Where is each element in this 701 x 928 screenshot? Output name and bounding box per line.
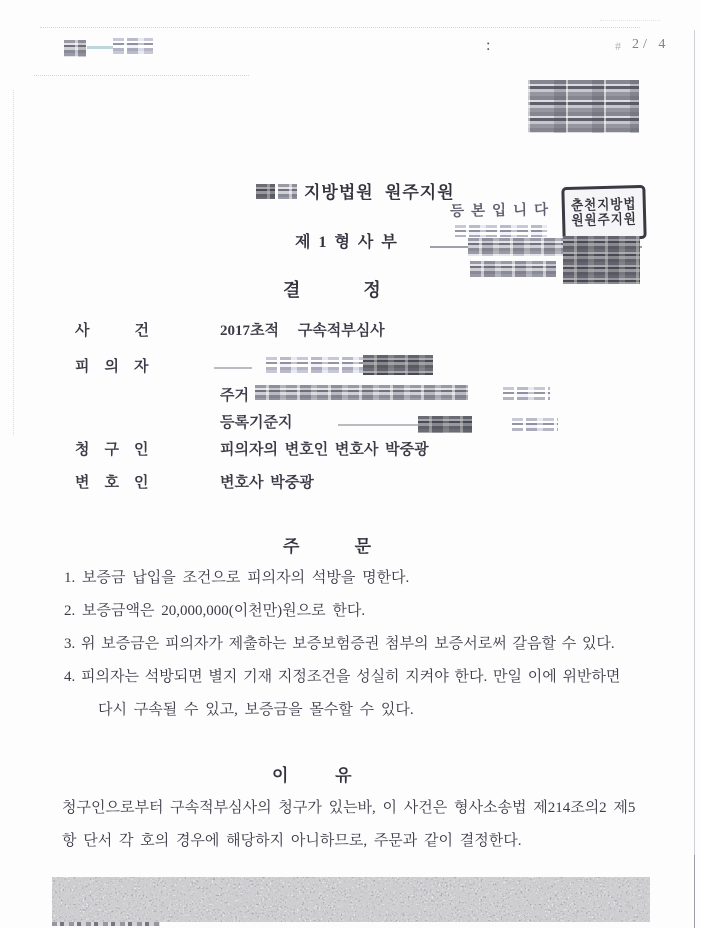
counsel-value: 변호사 박중광 — [220, 475, 314, 491]
redaction-mosaic-fax-1 — [64, 40, 86, 57]
redaction-mosaic-court-prefix-1 — [256, 184, 275, 199]
bottom-redaction-noise — [52, 877, 650, 922]
redaction-mosaic-recipient — [528, 80, 639, 133]
redaction-mosaic-suspect-1 — [266, 357, 366, 374]
certified-copy-stamp-text: 등본입니다 — [449, 202, 556, 220]
order-item-2: 2. 보증금액은 20,000,000(이천만)원으로 한다. — [64, 603, 366, 619]
scan-left-artifact — [13, 90, 14, 435]
claimant-value: 피의자의 변호인 변호사 박중광 — [220, 442, 429, 458]
order-item-4-continuation: 다시 구속될 수 있고, 보증금을 몰수할 수 있다. — [98, 702, 414, 718]
order-heading: 주 문 — [283, 537, 372, 556]
fax-subheader-line — [34, 75, 249, 76]
redaction-mosaic-suspect-2 — [363, 355, 433, 375]
redaction-mosaic-fax-2 — [113, 38, 153, 56]
redaction-mosaic-court-prefix-2 — [278, 184, 297, 199]
redaction-mosaic-registry-2 — [512, 418, 558, 431]
suspect-label: 피 의 자 — [75, 359, 149, 375]
suspect-redaction-line — [214, 367, 252, 369]
redaction-mosaic-address — [255, 385, 468, 400]
bottom-noise-tail — [52, 922, 160, 926]
fax-teal-artifact — [87, 46, 114, 49]
court-seal-line2: 원원주지원 — [571, 211, 638, 229]
order-item-3: 3. 위 보증금은 피의자가 제출하는 보증보험증권 첨부의 보증서로써 갈음할 수 있다. — [64, 636, 615, 652]
redaction-mosaic-under-seal — [563, 236, 640, 284]
page-indicator: 2/ 4 — [632, 37, 670, 52]
reason-line-1: 청구인으로부터 구속적부심사의 청구가 있는바, 이 사건은 형사소송법 제214조의2 제5 — [62, 800, 636, 816]
court-seal — [561, 185, 646, 241]
decision-title: 결 정 — [283, 280, 381, 300]
redaction-mosaic-stamp-1 — [455, 225, 547, 237]
case-value: 2017초적 구속적부심사 — [220, 323, 385, 339]
registry-label: 등록기준지 — [220, 415, 293, 431]
address-label: 주거 — [220, 388, 249, 404]
fax-header-line-fragment — [600, 20, 660, 21]
reason-heading: 이 유 — [272, 766, 352, 785]
case-label: 사 건 — [75, 323, 149, 339]
registry-redaction-line — [338, 424, 420, 426]
division-title: 제1형사부 — [295, 234, 405, 251]
counsel-label: 변 호 인 — [75, 475, 149, 491]
redaction-mosaic-registry-1 — [418, 416, 472, 433]
court-seal-line1: 춘천지방법 — [570, 196, 637, 214]
order-item-1: 1. 보증금 납입을 조건으로 피의자의 석방을 명한다. — [64, 570, 410, 586]
fax-header-line — [40, 27, 640, 28]
court-title: 지방법원 원주지원 — [304, 183, 455, 202]
reason-line-2: 항 단서 각 호의 경우에 해당하지 아니하므로, 주문과 같이 결정한다. — [62, 833, 522, 849]
fax-colon-mark: : — [486, 37, 491, 54]
claimant-label: 청 구 인 — [75, 442, 149, 458]
redaction-mosaic-address-tail — [503, 387, 550, 400]
scan-edge-line — [694, 30, 695, 860]
redaction-mosaic-stamp-3 — [470, 261, 556, 277]
scan-edge-line-dark — [694, 855, 695, 928]
order-item-4: 4. 피의자는 석방되면 별지 기재 지정조건을 성실히 지켜야 한다. 만일 이에 위반하면 — [64, 669, 621, 685]
page-indicator-prefix: # — [615, 39, 621, 53]
